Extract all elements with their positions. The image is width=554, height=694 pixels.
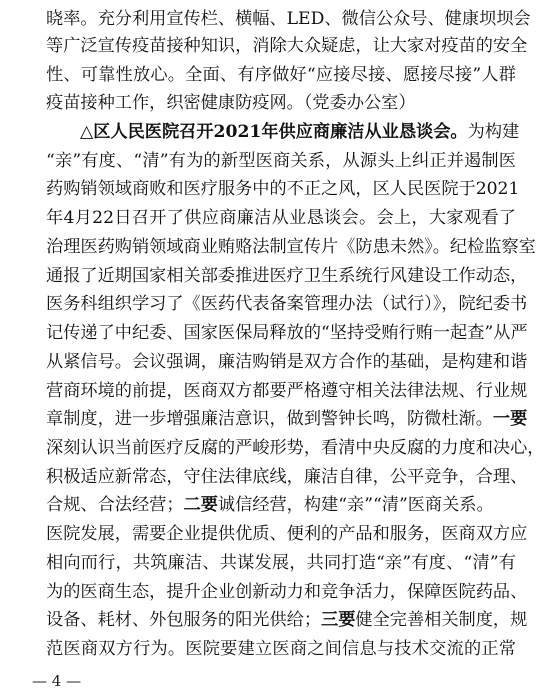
text-segment: 范医商双方行为。医院要建立医商之间信息与技术交流的正常	[46, 639, 516, 659]
text-line	[46, 233, 536, 261]
text-line	[46, 606, 528, 634]
text-segment: 医院发展，需要企业提供优质、便利的产品和服务，医商双方应	[46, 524, 528, 544]
text-line	[46, 578, 528, 606]
bold-text: 一要	[492, 409, 528, 429]
text-segment: 健全完善相关制度，规	[355, 610, 528, 630]
text-line	[46, 5, 531, 33]
text-segment: 年4月22日召开了供应商廉洁从业恳谈会。会上，大家观看了	[46, 208, 516, 228]
text-segment: 记传递了中纪委、国家医保局释放的“坚持受贿行贿一起查”从严	[46, 323, 528, 343]
text-segment: 合规、合法经营；	[46, 495, 184, 515]
text-segment: 治理医药购销领域商业贿赂法制宣传片《防患未然》。纪检监察室	[46, 237, 536, 257]
text-line	[46, 635, 516, 663]
text-line	[46, 377, 528, 405]
text-segment: 疫苗接种工作，织密健康防疫网。（党委办公室）	[46, 93, 416, 113]
text-segment: “亲”有度、“清”有为的新型医商关系，从源头上纠正并遏制医	[46, 151, 516, 171]
text-segment: 诚信经营，构建“亲”“清”医商关系。	[217, 495, 494, 515]
text-line	[46, 204, 516, 232]
text-segment: 为的医商生态，提升企业创新动力和竞争活力，保障医院药品、	[46, 582, 528, 602]
text-segment: 通报了近期国家相关部委推进医疗卫生系统行风建设工作动态，	[46, 266, 528, 286]
text-segment: 积极适应新常态，守住法律底线，廉洁自律，公平竞争，合理、	[46, 467, 528, 487]
text-segment: 从紧信号。会议强调，廉洁购销是双方合作的基础，是构建和谐	[46, 352, 528, 372]
text-line	[46, 405, 528, 433]
text-line	[46, 434, 545, 462]
text-segment: 药购销领域商败和医疗服务中的不正之风，区人民医院于2021	[46, 179, 520, 199]
bold-text: △区人民医院召开2021年供应商廉洁从业恳谈会。	[80, 122, 468, 142]
text-segment: 等广泛宣传疫苗接种知识，消除大众疑虑，让大家对疫苗的安全	[46, 36, 528, 56]
text-line	[46, 61, 516, 89]
text-line	[46, 463, 528, 491]
text-segment: 医务科组织学习了《医药代表备案管理办法（试行）》，院纪委书	[46, 294, 528, 314]
text-line	[46, 348, 528, 376]
text-line	[46, 290, 528, 318]
text-line	[46, 491, 516, 519]
text-segment: 章制度，进一步增强廉洁意识，做到警钟长鸣，防微杜渐。	[46, 409, 493, 429]
text-line	[46, 520, 528, 548]
bold-text: 三要	[321, 610, 356, 630]
page-number: — 4 —	[32, 672, 82, 690]
text-line	[46, 147, 516, 175]
bold-text: 二要	[183, 495, 218, 515]
text-line	[46, 175, 520, 203]
text-line	[46, 262, 528, 290]
text-line	[46, 319, 528, 347]
text-line	[46, 32, 528, 60]
text-segment: 性、可靠性放心。全面、有序做好“应接尽接、愿接尽接”人群	[46, 65, 516, 85]
text-segment: 营商环境的前提，医商双方都要严格遵守相关法律法规、行业规	[46, 381, 528, 401]
text-segment: 相向而行，共筑廉洁、共谋发展，共同打造“亲”有度、“清”有	[46, 553, 516, 573]
text-segment: 设备、耗材、外包服务的阳光供给；	[46, 610, 322, 630]
text-line	[46, 89, 516, 117]
text-line	[46, 549, 516, 577]
text-segment: 为构建	[467, 122, 520, 142]
text-line	[80, 118, 520, 146]
text-segment: 晓率。充分利用宣传栏、横幅、LED、微信公众号、健康坝坝会	[46, 9, 531, 29]
text-segment: 深刻认识当前医疗反腐的严峻形势，看清中央反腐的力度和决心，	[46, 438, 545, 458]
